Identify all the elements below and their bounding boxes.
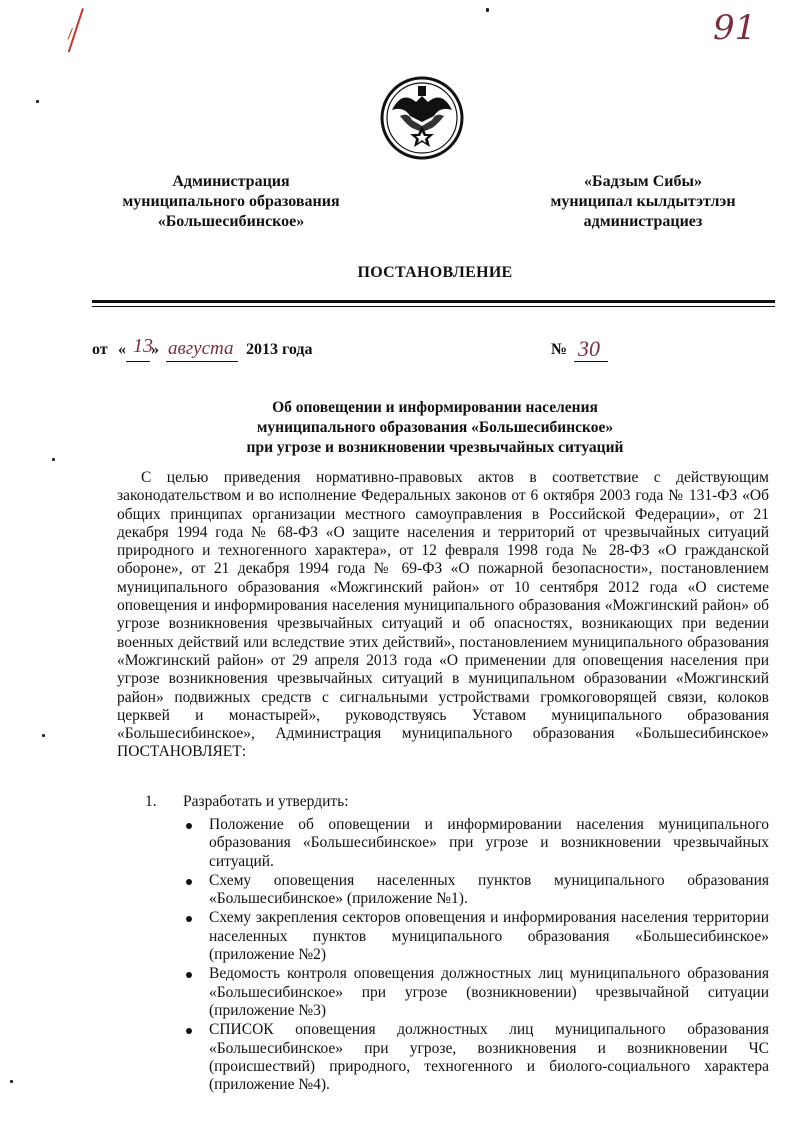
header-line: администрациез bbox=[583, 213, 703, 230]
document-number-underline bbox=[574, 361, 608, 362]
handwritten-date-month: августа bbox=[168, 338, 234, 359]
date-month-underline bbox=[166, 361, 238, 362]
document-number-label: № bbox=[551, 341, 568, 358]
header-line: муниципального образования bbox=[122, 193, 340, 210]
scan-speck bbox=[42, 734, 45, 737]
bullet-text: Ведомость контроля оповещения должностных лиц муниципального образования «Большесибинское» при угрозе (возникновении) чрезвычайной ситуации (приложение №3) bbox=[209, 965, 769, 1019]
document-title: ПОСТАНОВЛЕНИЕ bbox=[357, 264, 513, 281]
bullet-icon bbox=[186, 1028, 192, 1034]
list-item-number: 1. bbox=[145, 793, 157, 810]
bullet-icon bbox=[186, 823, 192, 829]
bullet-item bbox=[183, 909, 769, 964]
bullet-text: СПИСОК оповещения должностных лиц муниципального образования «Большесибинское» при угрозе, возникновения и возникновении ЧС (происшествий) природного, техногенного и биолого-социального характера (приложение №4). bbox=[209, 1021, 769, 1094]
coat-of-arms-emblem bbox=[380, 76, 464, 160]
body-paragraph: С целью приведения нормативно-правовых актов в соответствие с действующим законодательством и во исполнение Федеральных законов от 6 октября 2003 года № 131-ФЗ «Об общих принципах организации местного самоуправления в Российской Федерации», от 21 декабря 1994 года № 68-ФЗ «О защите населения и территорий от чрезвычайных ситуаций природного и техногенного характера», от 12 февраля 1998 года № 28-ФЗ «О гражданской обороне», от 21 декабря 1994 года № 69-ФЗ «О пожарной безопасности», постановлением муниципального образования «Можгинский район» от 10 сентября 2012 года «О системе оповещения и информирования населения муниципального образования «Можгинский район» об угрозе возникновения чрезвычайных ситуаций и об опасностях, возникающих при ведении военных действий или вследствие этих действий», постановлением муниципального образования «Можгинский район» от 29 апреля 2013 года «О применении для оповещения населения при угрозе возникновения чрезвычайных ситуаций в муниципальном образовании «Можгинский район» подвижных средств с сигнальными устройствами громкоговорящей связи, колоков церквей и монастырей», руководствуясь Уставом муниципального образования «Большесибинское», Администрация муниципального образования «Большесибинское» ПОСТАНОВЛЯЕТ: bbox=[117, 469, 769, 761]
subject-line: при угрозе и возникновении чрезвычайных ситуаций bbox=[246, 439, 624, 456]
header-line: «Большесибинское» bbox=[157, 213, 305, 230]
bullet-item bbox=[183, 872, 769, 909]
date-day-underline bbox=[126, 361, 150, 362]
subject-line: муниципального образования «Большесибинское» bbox=[256, 419, 614, 436]
header-administration-udm bbox=[520, 172, 766, 232]
date-prefix: от bbox=[92, 341, 108, 358]
scan-speck bbox=[486, 8, 489, 12]
approval-list bbox=[183, 816, 769, 1095]
handwritten-document-number: 30 bbox=[578, 336, 600, 361]
header-divider bbox=[92, 300, 775, 303]
bullet-text: Схему оповещения населенных пунктов муниципального образования «Большесибинское» (приложение №1). bbox=[209, 871, 769, 908]
date-year: 2013 года bbox=[246, 341, 313, 358]
handwritten-date-day: 13 bbox=[133, 335, 153, 357]
header-line: муниципал кылдытэтлэн bbox=[550, 193, 736, 210]
date-quote-open: « bbox=[118, 341, 126, 358]
bullet-text: Схему закрепления секторов оповещения и информирования населения территории населенных пунктов муниципального образования «Большесибинское» (приложение №2) bbox=[209, 909, 769, 964]
header-administration-ru bbox=[100, 172, 362, 232]
header-line: «Бадзым Сибы» bbox=[584, 173, 702, 190]
bullet-icon bbox=[186, 916, 192, 922]
handwritten-page-number: 91 bbox=[713, 8, 757, 48]
document-subject bbox=[205, 398, 665, 458]
header-divider bbox=[92, 306, 775, 307]
bullet-icon bbox=[186, 879, 192, 885]
scan-speck bbox=[10, 1080, 13, 1083]
header-line: Администрация bbox=[172, 173, 290, 190]
bullet-icon bbox=[186, 972, 192, 978]
subject-line: Об оповещении и информировании населения bbox=[272, 399, 598, 416]
scan-speck bbox=[52, 458, 55, 461]
bullet-text: Положение об оповещении и информировании населения муниципального образования «Большесибинское» при угрозе и возникновении чрезвычайных ситуаций. bbox=[209, 816, 769, 870]
bullet-item bbox=[183, 816, 769, 871]
bullet-item bbox=[183, 965, 769, 1020]
list-item-text: Разработать и утвердить: bbox=[183, 793, 349, 810]
date-quote-close: » bbox=[151, 341, 159, 358]
scan-speck bbox=[36, 100, 39, 103]
bullet-item bbox=[183, 1021, 769, 1094]
